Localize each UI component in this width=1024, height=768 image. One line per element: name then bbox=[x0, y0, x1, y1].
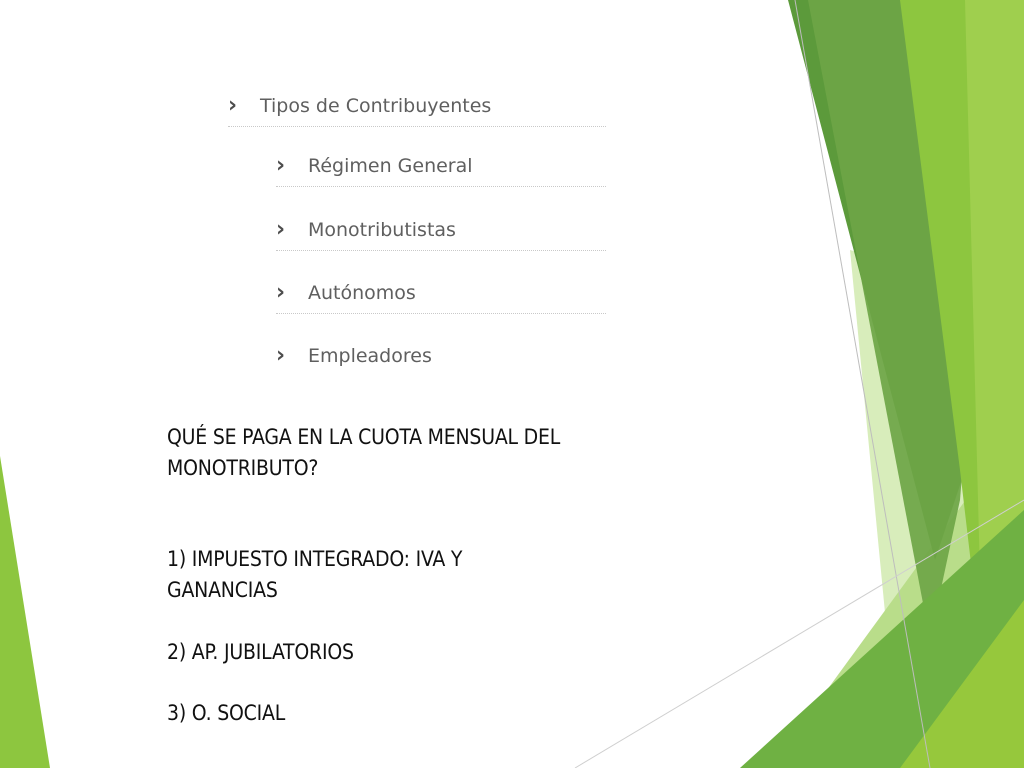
list-item-o-social: 3) O. SOCIAL bbox=[167, 701, 286, 725]
menu-item-tipos-de-contribuyentes[interactable] bbox=[228, 86, 606, 127]
chevron-right-icon: › bbox=[228, 93, 238, 118]
submenu-item-regimen-general[interactable] bbox=[276, 146, 606, 187]
submenu-item-label: Monotributistas bbox=[308, 219, 456, 241]
question-heading bbox=[167, 422, 560, 484]
list-item-1-line-2: GANANCIAS bbox=[167, 578, 278, 602]
submenu-item-empleadores[interactable] bbox=[276, 336, 606, 376]
chevron-right-icon: › bbox=[276, 343, 286, 368]
left-green-accent bbox=[0, 456, 50, 768]
question-line-2: MONOTRIBUTO? bbox=[167, 456, 319, 480]
list-item-impuesto-integrado bbox=[167, 544, 462, 606]
submenu-item-label: Empleadores bbox=[308, 345, 432, 367]
list-item-ap-jubilatorios: 2) AP. JUBILATORIOS bbox=[167, 640, 354, 664]
chevron-right-icon: › bbox=[276, 280, 286, 305]
chevron-right-icon: › bbox=[276, 217, 286, 242]
submenu-item-monotributistas[interactable] bbox=[276, 210, 606, 251]
menu-item-label: Tipos de Contribuyentes bbox=[260, 95, 492, 117]
question-line-1: QUÉ SE PAGA EN LA CUOTA MENSUAL DEL bbox=[167, 425, 561, 449]
submenu-item-autonomos[interactable] bbox=[276, 273, 606, 314]
list-item-1-line-1: 1) IMPUESTO INTEGRADO: IVA Y bbox=[167, 547, 463, 571]
submenu-item-label: Autónomos bbox=[308, 282, 416, 304]
submenu-item-label: Régimen General bbox=[308, 155, 473, 177]
chevron-right-icon: › bbox=[276, 153, 286, 178]
